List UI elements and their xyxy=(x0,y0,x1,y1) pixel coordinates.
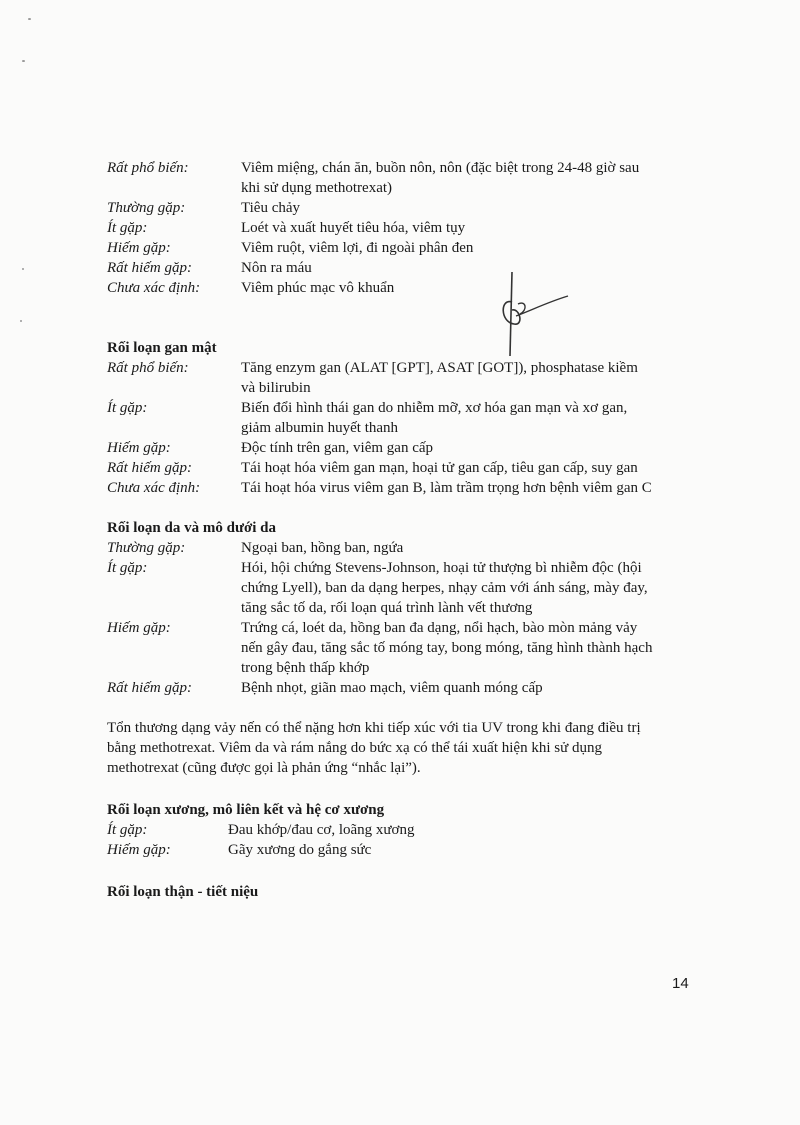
description-line: và bilirubin xyxy=(241,380,311,396)
effect-description xyxy=(241,398,697,438)
description-line: Trứng cá, loét da, hồng ban đa dạng, nổi hạch, bào mòn mảng vảy xyxy=(241,620,638,636)
frequency-term: Chưa xác định: xyxy=(107,480,201,496)
description-line: Tăng enzym gan (ALAT [GPT], ASAT [GOT]), phosphatase kiềm xyxy=(241,360,638,376)
description-line: trong bệnh thấp khớp xyxy=(241,660,370,676)
definition-row xyxy=(107,840,697,860)
definition-row xyxy=(107,238,697,258)
definition-row xyxy=(107,398,697,438)
frequency-term: Hiếm gặp: xyxy=(107,620,171,636)
description-line: Biến đổi hình thái gan do nhiễm mỡ, xơ hóa gan mạn và xơ gan, xyxy=(241,400,628,416)
description-line: Tiêu chảy xyxy=(241,200,301,216)
scan-speck xyxy=(20,320,22,322)
effect-description xyxy=(241,198,697,218)
description-line: Viêm ruột, viêm lợi, đi ngoài phân đen xyxy=(241,240,474,256)
frequency-term: Hiếm gặp: xyxy=(107,842,171,858)
effect-description xyxy=(241,678,697,698)
effect-description xyxy=(241,278,697,298)
effect-description xyxy=(241,218,697,238)
effect-description xyxy=(241,478,697,498)
description-line: nến gây đau, tăng sắc tố móng tay, bong móng, tăng hình thành hạch xyxy=(241,640,653,656)
effect-description xyxy=(241,358,697,398)
description-line: Loét và xuất huyết tiêu hóa, viêm tụy xyxy=(241,220,466,236)
frequency-term: Rất phổ biến: xyxy=(107,160,189,176)
scan-speck xyxy=(28,18,31,20)
definition-row xyxy=(107,158,697,198)
frequency-term: Rất hiếm gặp: xyxy=(107,680,192,696)
definition-row xyxy=(107,278,697,298)
effect-description xyxy=(241,618,697,678)
frequency-term: Ít gặp: xyxy=(107,560,148,576)
scan-speck xyxy=(22,268,24,270)
description-line: Gãy xương do gắng sức xyxy=(228,842,372,858)
frequency-term: Hiếm gặp: xyxy=(107,440,171,456)
frequency-term: Rất phổ biến: xyxy=(107,360,189,376)
description-line: Viêm phúc mạc vô khuẩn xyxy=(241,280,395,296)
description-line: Tái hoạt hóa virus viêm gan B, làm trầm trọng hơn bệnh viêm gan C xyxy=(241,480,652,496)
description-line: Viêm miệng, chán ăn, buồn nôn, nôn (đặc biệt trong 24-48 giờ sau xyxy=(241,160,640,176)
page-number: 14 xyxy=(672,975,689,992)
definition-row xyxy=(107,478,697,498)
frequency-term: Ít gặp: xyxy=(107,822,148,838)
effect-description xyxy=(241,258,697,278)
description-line: Ngoại ban, hồng ban, ngứa xyxy=(241,540,404,556)
section-bone xyxy=(107,820,697,860)
frequency-term: Ít gặp: xyxy=(107,220,148,236)
definition-row xyxy=(107,358,697,398)
scan-speck xyxy=(22,60,25,62)
section-heading-kidney: Rối loạn thận - tiết niệu xyxy=(107,884,259,900)
definition-row xyxy=(107,618,697,678)
definition-row xyxy=(107,458,697,478)
description-line: Đau khớp/đau cơ, loãng xương xyxy=(228,822,415,838)
definition-row xyxy=(107,258,697,278)
frequency-term: Ít gặp: xyxy=(107,400,148,416)
definition-row xyxy=(107,820,697,840)
section-heading-liver: Rối loạn gan mật xyxy=(107,340,217,356)
effect-description xyxy=(228,820,697,840)
description-line: Tái hoạt hóa viêm gan mạn, hoại tử gan cấp, tiêu gan cấp, suy gan xyxy=(241,460,638,476)
description-line: Nôn ra máu xyxy=(241,260,312,276)
effect-description xyxy=(241,538,697,558)
description-line: Độc tính trên gan, viêm gan cấp xyxy=(241,440,434,456)
frequency-term: Rất hiếm gặp: xyxy=(107,260,192,276)
description-line: tăng sắc tố da, rối loạn quá trình lành vết thương xyxy=(241,600,533,616)
definition-row xyxy=(107,558,697,618)
frequency-term: Rất hiếm gặp: xyxy=(107,460,192,476)
description-line: Bệnh nhọt, giãn mao mạch, viêm quanh móng cấp xyxy=(241,680,543,696)
definition-row xyxy=(107,198,697,218)
effect-description xyxy=(241,158,697,198)
definition-row xyxy=(107,678,697,698)
description-line: Hói, hội chứng Stevens-Johnson, hoại tử thượng bì nhiễm độc (hội xyxy=(241,560,642,576)
effect-description xyxy=(241,438,697,458)
skin-paragraph: Tổn thương dạng vảy nến có thể nặng hơn khi tiếp xúc với tia UV trong khi đang điều trị bằng methotrexat. Viêm da và rám nắng do bức xạ có thể tái xuất hiện khi sử dụng methotrexat (cũng được gọi là phản ứng “nhắc lại”). xyxy=(107,720,641,776)
definition-row xyxy=(107,218,697,238)
frequency-term: Chưa xác định: xyxy=(107,280,201,296)
effect-description xyxy=(241,238,697,258)
frequency-term: Hiếm gặp: xyxy=(107,240,171,256)
section-gastrointestinal xyxy=(107,158,697,298)
section-heading-skin: Rối loạn da và mô dưới da xyxy=(107,520,277,536)
description-line: giảm albumin huyết thanh xyxy=(241,420,399,436)
definition-row xyxy=(107,538,697,558)
frequency-term: Thường gặp: xyxy=(107,540,186,556)
document-content xyxy=(107,158,697,902)
handwritten-signature xyxy=(492,272,572,360)
section-heading-bone: Rối loạn xương, mô liên kết và hệ cơ xương xyxy=(107,802,385,818)
description-line: khi sử dụng methotrexat) xyxy=(241,180,393,196)
effect-description xyxy=(228,840,697,860)
frequency-term: Thường gặp: xyxy=(107,200,186,216)
description-line: chứng Lyell), ban da dạng herpes, nhạy cảm với ánh sáng, mày đay, xyxy=(241,580,648,596)
section-skin xyxy=(107,538,697,698)
definition-row xyxy=(107,438,697,458)
section-liver xyxy=(107,358,697,498)
effect-description xyxy=(241,558,697,618)
effect-description xyxy=(241,458,697,478)
